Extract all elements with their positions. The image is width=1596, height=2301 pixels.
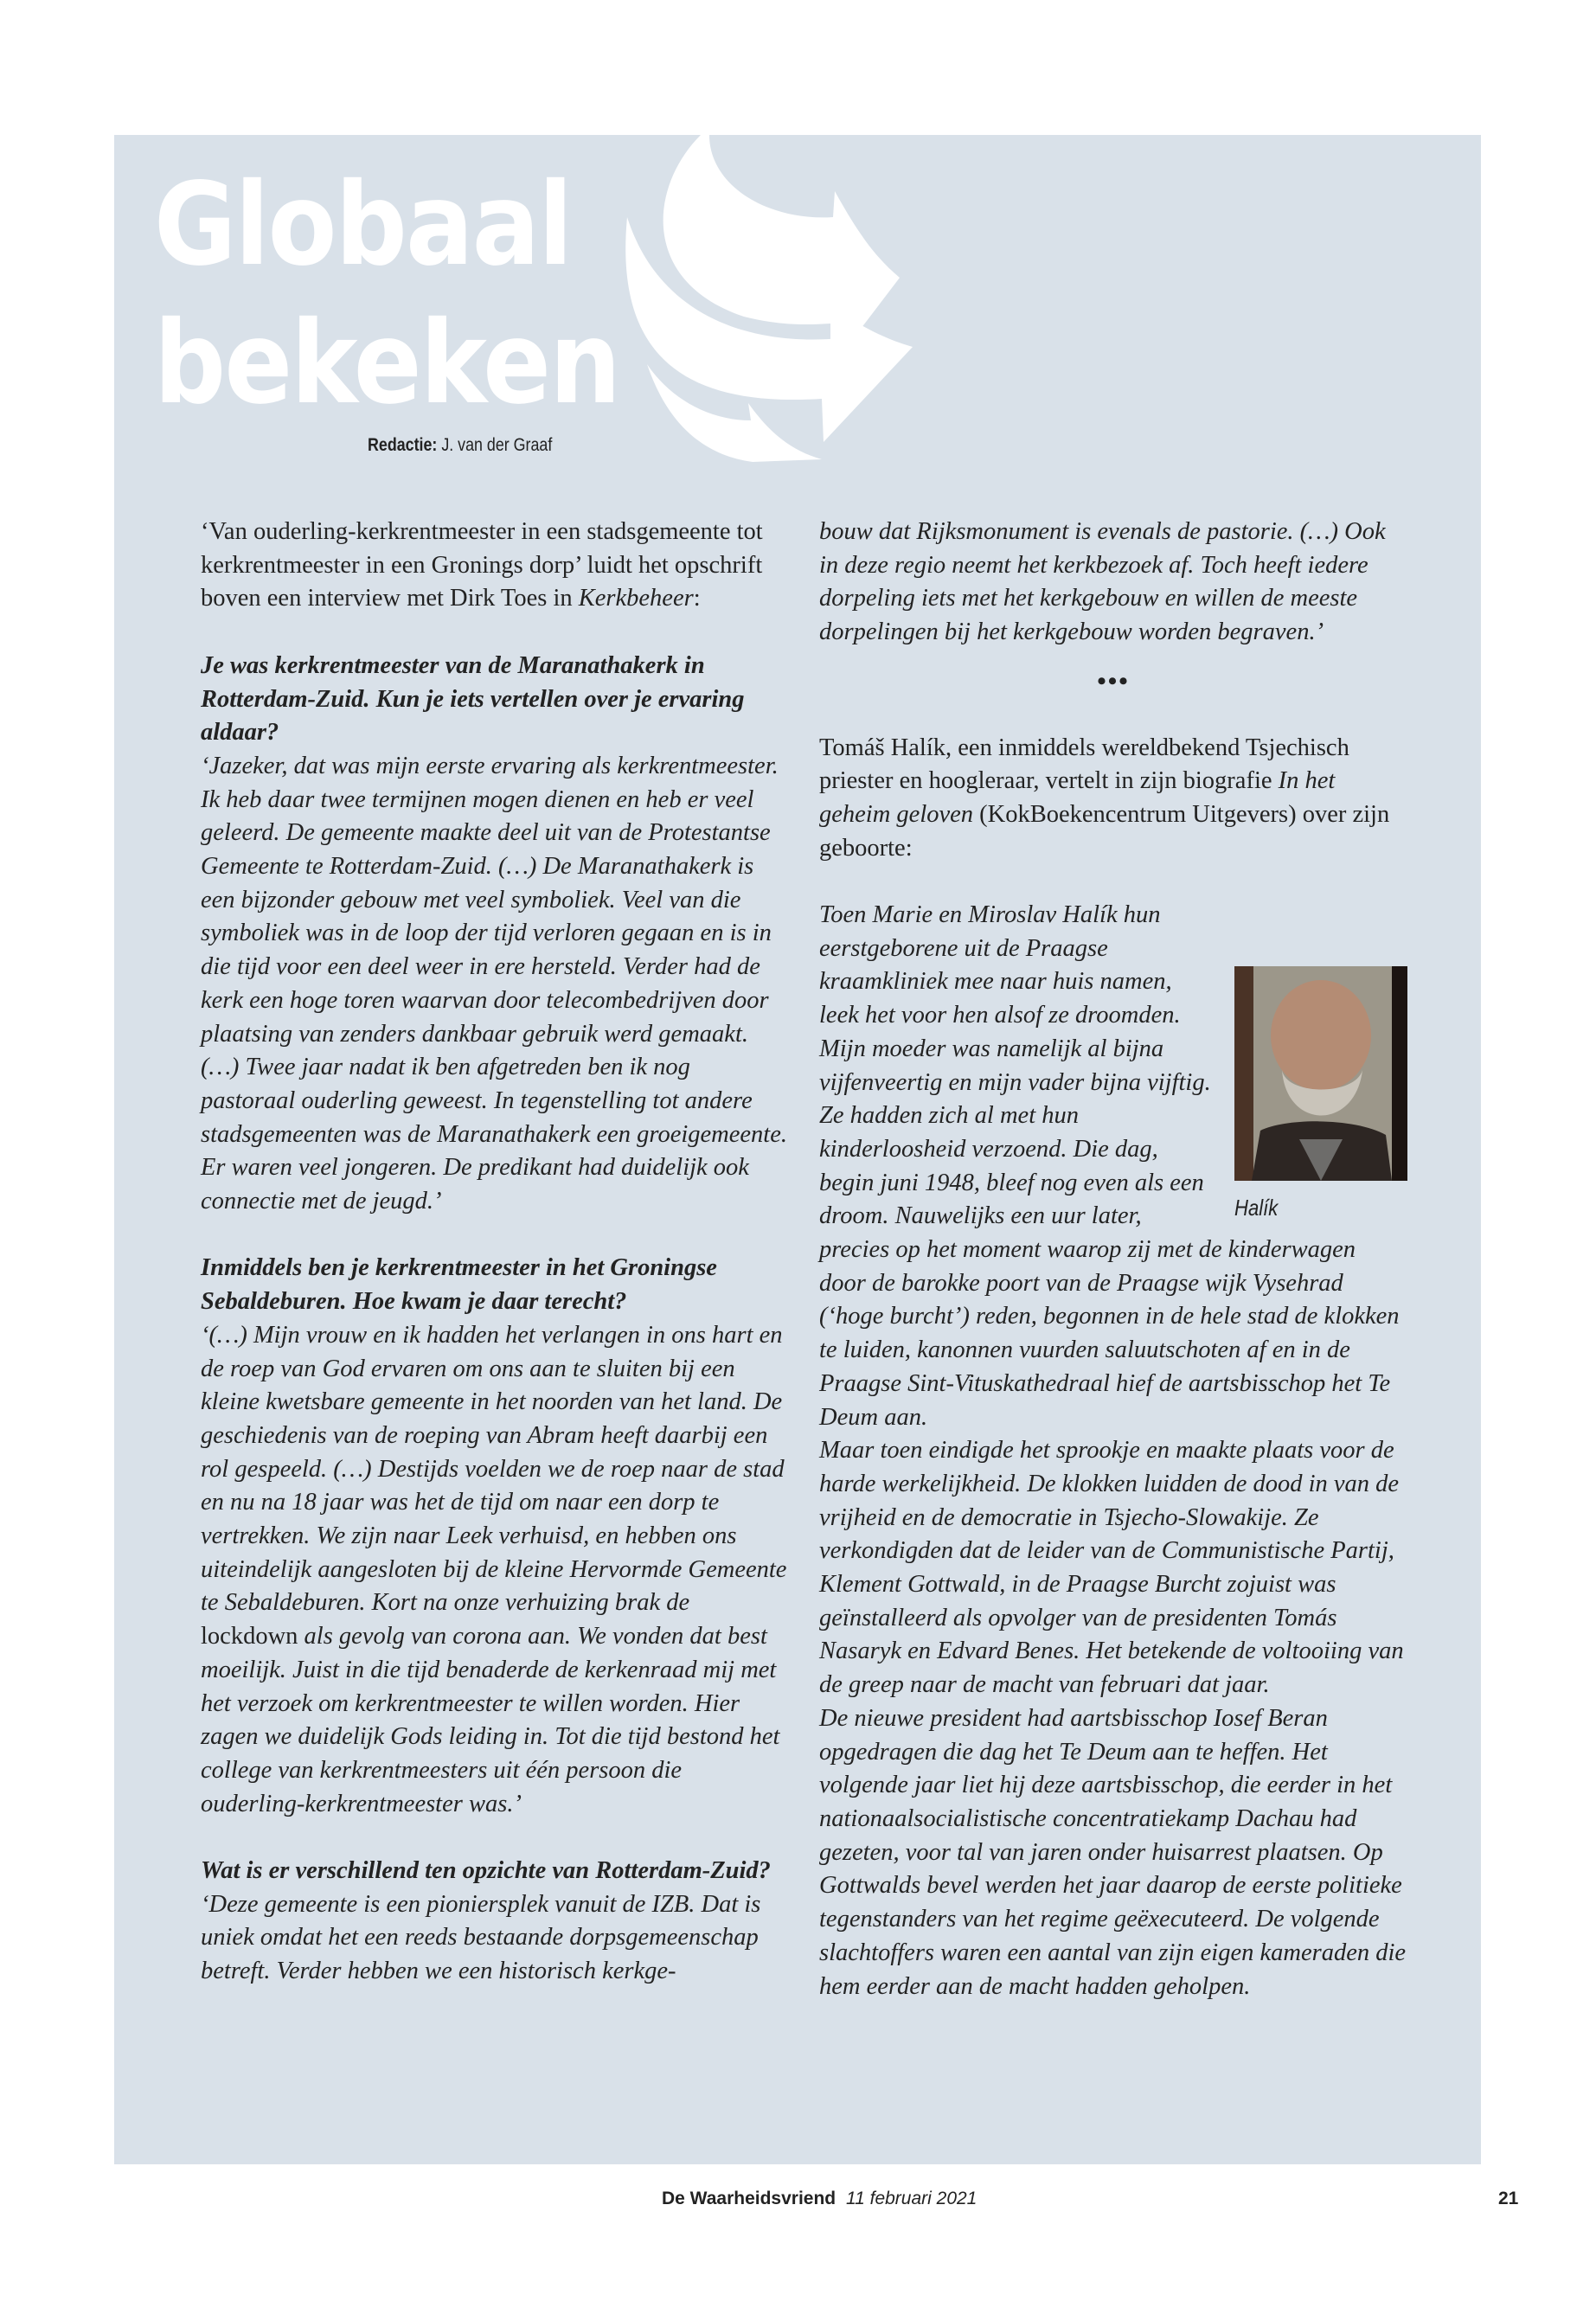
section-separator: ••• — [1097, 666, 1130, 695]
right-column — [819, 516, 1407, 2003]
globe-arrows-icon — [571, 135, 969, 464]
interview-question-1: Je was kerkrentmeester van de Maranathakerk in Rotterdam-Zuid. Kun je iets vertellen over je ervaring aldaar? — [201, 651, 745, 747]
photo-caption: Halík — [1234, 1195, 1279, 1221]
page-footer — [662, 2189, 977, 2209]
interview-answer-1: ‘Jazeker, dat was mijn eerste ervaring als kerkrentmeester. Ik heb daar twee termijnen mogen dienen en heb er veel geleerd. De gemeente maakte deel uit van de Protestantse Gemeente te Rotterdam-Zuid. (…) De Maranathakerk is een bijzonder gebouw met veel symboliek. Veel van die symboliek was in de loop der tijd verloren gegaan en is in die tijd voor een deel weer in ere hersteld. Verder had de kerk een hoge toren waarvan door telecombedrijven door plaatsing van zenders dankbaar gebruik werd gemaakt. (…) Twee jaar nadat ik ben afgetreden ben ik nog pastoraal ouderling geweest. In tegenstelling tot andere stadsgemeenten was de Maranathakerk een groeigemeente. Er waren veel jongeren. De predikant had duidelijk ook connectie met de jeugd.’ — [201, 752, 787, 1215]
interview-question-2: Inmiddels ben je kerkrentmeester in het Groningse Sebaldeburen. Hoe kwam je daar terecht? — [201, 1254, 717, 1316]
source-title: Kerkbeheer — [578, 585, 694, 612]
halik-intro-text: Tomáš Halík, een inmiddels wereldbekend Tsjechisch priester en hoogleraar, vertelt in zijn biografie — [819, 734, 1349, 795]
halik-intro-text-end: (KokBoekencentrum Uitgevers) over zijn geboorte: — [819, 800, 1390, 862]
intro-paragraph — [201, 516, 789, 616]
byline-name: J. van der Graaf — [441, 435, 553, 455]
answer-2-text-end: als gevolg van corona aan. We vonden dat best moeilijk. Juist in die tijd benaderde de kerkenraad mij met het verzoek om kerkrentmeester te willen worden. Hier zagen we duidelijk Gods leiding in. Tot die tijd bestond het college van kerkrentmeesters uit één persoon die ouderling-kerkrentmeester was.’ — [201, 1623, 780, 1817]
intro-text: ‘Van ouderling-kerkrentmeester in een stadsgemeente tot kerkrentmeester in een Gronings dorp’ luidt het opschrift boven een interview met Dirk Toes in — [201, 518, 763, 612]
book-title: In het geheim geloven — [819, 767, 1336, 828]
interview-answer-2 — [201, 1319, 789, 1822]
interview-question-3: Wat is er verschillend ten opzichte van Rotterdam-Zuid? — [201, 1857, 771, 1885]
answer-2-text: ‘(…) Mijn vrouw en ik hadden het verlangen in ons hart en de roep van God ervaren om ons aan te sluiten bij een kleine kwetsbare gemeente in het noorden van het land. De geschiedenis van de roeping van Abram heeft daarbij een rol gespeeld. (…) Destijds voelden we de roep naar de stad en nu na 18 jaar was het de tijd om naar een dorp te vertrekken. We zijn naar Leek verhuisd, en hebben ons uiteindelijk aangesloten bij de kleine Hervormde Gemeente te Sebaldeburen. Kort na onze verhuizing brak de — [201, 1321, 787, 1617]
section-title — [154, 156, 619, 433]
halik-portrait-photo — [1234, 966, 1407, 1181]
title-line-2: bekeken — [154, 297, 620, 430]
interview-answer-3: ‘Deze gemeente is een pioniersplek vanuit de IZB. Dat is uniek omdat het een reeds bestaande dorpsgemeenschap betreft. Verder hebben we een historisch kerkge- — [201, 1890, 761, 1985]
book-quote-paragraph-2: Maar toen eindigde het sprookje en maakte plaats voor de harde werkelijkheid. De klokken luidden de dood in van de vrijheid en de democratie in Tsjecho-Slowakije. Ze verkondigden dat de leider van de Communistische Partij, Klement Gottwald, in de Praagse Burcht zojuist was geïnstalleerd als opvolger van de presidenten Tomás Nasaryk en Edvard Benes. Het betekende de voltooiing van de greep naar de macht van februari dat jaar. — [819, 1437, 1404, 1699]
title-line-1: Globaal — [154, 158, 572, 292]
quote-text-1: Toen Marie en Miroslav Halík hun eerstgeborene uit de Praagse kraamkliniek mee naar huis namen, leek het voor hen alsof ze droomden. Mijn moeder was namelijk al bijna vijfenveertig en mijn vader bijna vijftig. Ze hadden zich al met hun kinderloosheid verzoend. Die dag, begin juni 1948, bleef nog even als een droom. Nauwelijks een uur later, precies op het moment waarop zij met de kinderwagen door de barokke poort van de Praagse wijk Vysehrad (‘hoge burcht’) reden, begonnen in de hele stad de klokken te luiden, kanonnen vuurden saluutschoten af en in de Praagse Sint-Vituskathedraal hief de aartsbisschop het Te Deum aan. — [819, 901, 1400, 1431]
intro-text-end: : — [693, 585, 701, 612]
publication-name: De Waarheidsvriend — [662, 2189, 836, 2208]
interview-answer-3-continued: bouw dat Rijksmonument is evenals de pastorie. (…) Ook in deze regio neemt het kerkbezoek af. Toch heeft iedere dorpeling iets met het kerkgebouw en willen de meeste dorpelingen bij het kerkgebouw worden begraven.’ — [819, 518, 1386, 646]
portrait-image — [1234, 966, 1407, 1181]
byline-label: Redactie: — [368, 435, 438, 455]
left-column — [201, 516, 789, 1989]
photo-figure — [1234, 966, 1407, 1225]
halik-intro — [819, 732, 1407, 866]
page-number: 21 — [1498, 2189, 1519, 2208]
book-quote-paragraph-1 — [819, 899, 1407, 1434]
publication-date: 11 februari 2021 — [845, 2189, 977, 2208]
answer-2-roman: lockdown — [201, 1623, 304, 1650]
byline — [368, 435, 552, 456]
book-quote-paragraph-3: De nieuwe president had aartsbisschop Iosef Beran opgedragen die dag het Te Deum aan te heffen. Het volgende jaar liet hij deze aartsbisschop, die eerder in het nationaalsocialistische concentratiekamp Dachau had gezeten, voor tal van jaren onder huisarrest plaatsen. Op Gottwalds bevel werden het jaar daarop de eerste politieke tegenstanders van het regime geëxecuteerd. De volgende slachtoffers waren een aantal van zijn eigen kameraden die hem eerder aan de macht hadden geholpen. — [819, 1704, 1407, 2000]
